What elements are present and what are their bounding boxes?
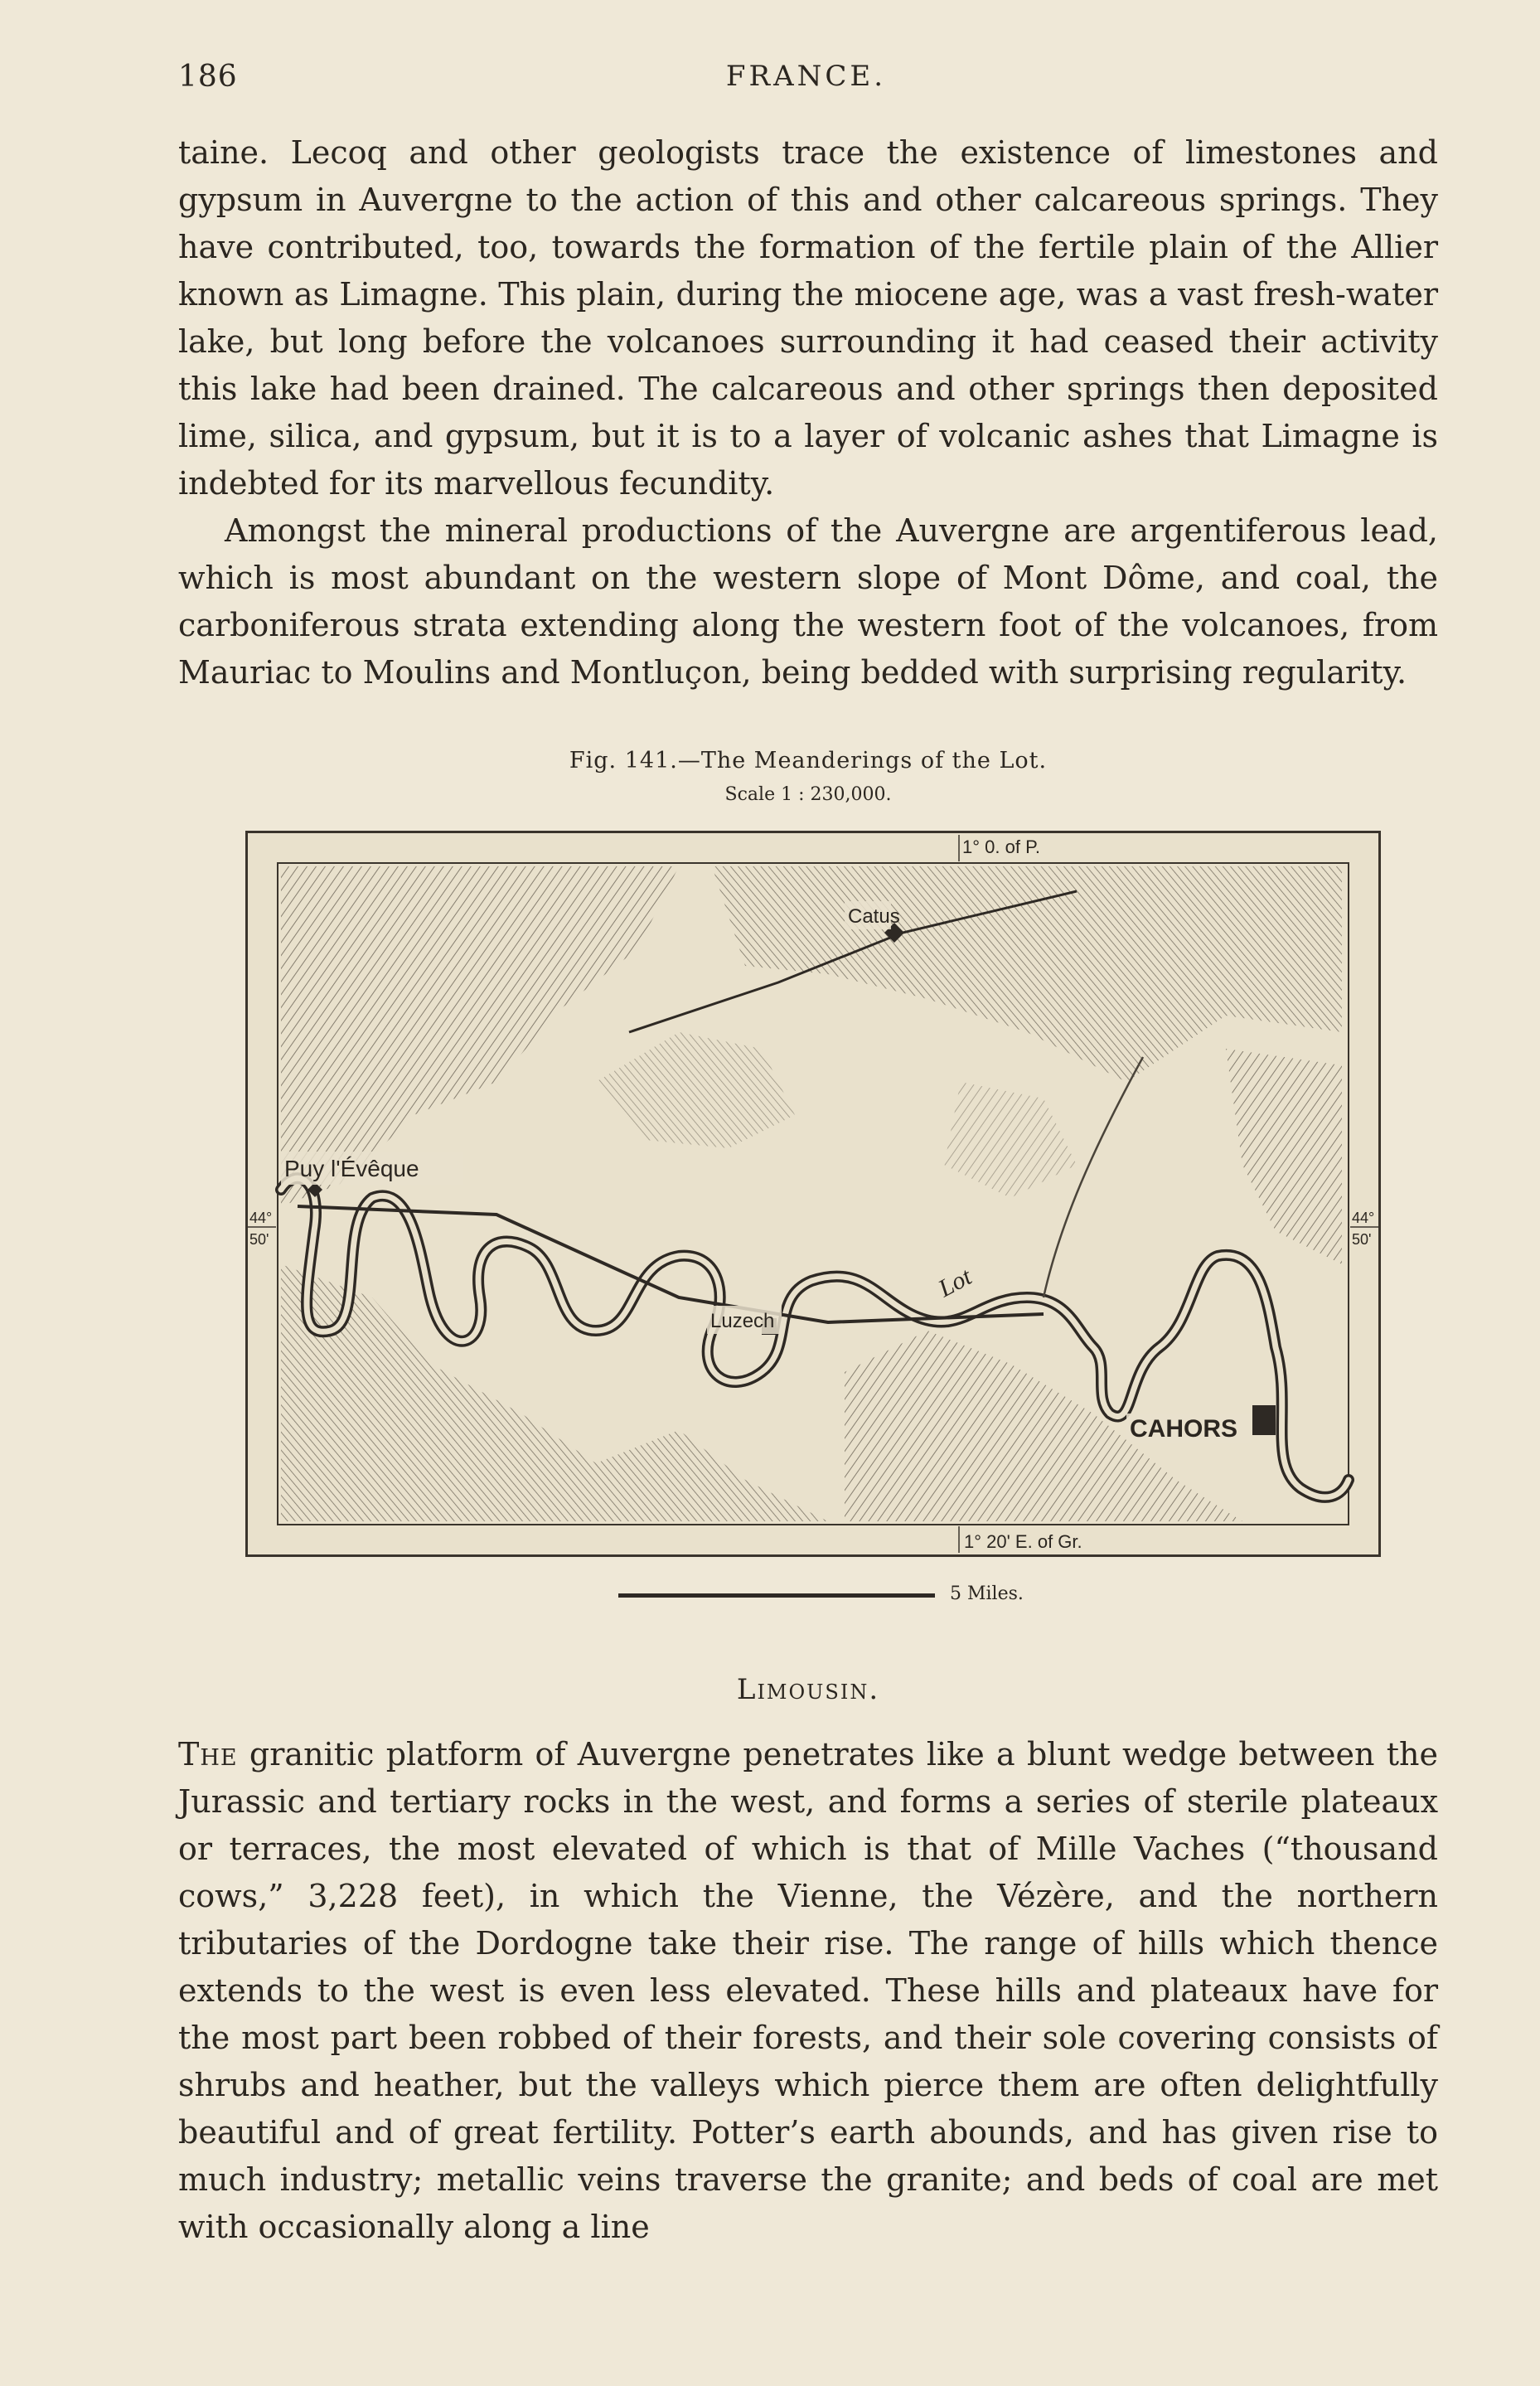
meridian-bottom-label: 1° 20' E. of Gr. — [964, 1531, 1082, 1552]
running-title: FRANCE. — [725, 60, 887, 93]
paragraph-limagne: taine. Lecoq and other geologists trace the existence of limestones and gypsum in Auvergne to the action of this and other calcareous springs. They have contributed, too, towards the formation of the fertile plain of the Allier known as Limagne. This plain, during the miocene age, was a vast fresh-water lake, but long before the volcanoes surrounding it had ceased their activity this lake had been drained. The calcareous and other springs then deposited lime, silica, and gypsum, but it is to a layer of volcanic ashes that Limagne is indebted for its marvellous fecundity. — [178, 134, 1438, 502]
town-label-catus: Catus — [848, 905, 900, 928]
lat-left-deg: 44° — [249, 1210, 273, 1226]
lat-right-deg: 44° — [1352, 1210, 1375, 1226]
lat-left-min: 50' — [249, 1231, 269, 1248]
paragraph-limousin-text: granitic platform of Auvergne penetrates like a blunt wedge between the Jurassic and tertiary rocks in the west, and forms a series of sterile plateaux or terraces, the most elevated of which is that of Mille Vaches (“thousand cows,” 3,228 feet), in which the Vienne, the Vézère, and the northern tributaries of the Dordogne take their rise. The range of hills which thence extends to the west is even less elevated. These hills and plateaux have for the most part been robbed of their forests, and their sole covering consists of shrubs and heather, but the valleys which pierce them are often delightfully beautiful and of great fertility. Potter’s earth abounds, and has given rise to much industry; metallic veins traverse the granite; and beds of coal are met with occasionally along a line — [178, 1736, 1438, 2245]
town-label-cahors: CAHORS — [1130, 1415, 1238, 1443]
scale-bar-label: 5 Miles. — [950, 1583, 1024, 1604]
cahors-town-mark — [1252, 1405, 1276, 1435]
body-text-top — [178, 129, 1438, 696]
running-head — [178, 60, 1434, 109]
page-number: 186 — [178, 60, 238, 94]
paragraph-limousin — [178, 1731, 1438, 2251]
figure-scale: Scale 1 : 230,000. — [724, 784, 892, 805]
paragraph-minerals: Amongst the mineral productions of the Auvergne are argentiferous lead, which is most abundant on the western slope of Mont Dôme, and coal, the carboniferous strata extending along the western foot of the volcanoes, from Mauriac to Moulins and Montluçon, being bedded with surprising regularity. — [178, 512, 1438, 691]
town-label-puy-leveque: Puy l'Évêque — [284, 1156, 419, 1181]
figure-caption: Fig. 141.—The Meanderings of the Lot. — [569, 748, 1048, 774]
map-drawing — [248, 833, 1378, 1554]
meridian-top-label: 1° 0. of P. — [962, 837, 1041, 857]
scale-bar-line — [618, 1593, 935, 1598]
map-figure — [245, 831, 1381, 1557]
river-label-lot: Lot — [933, 1263, 976, 1303]
lat-right-min: 50' — [1352, 1231, 1372, 1248]
town-label-luzech: Luzech — [710, 1310, 775, 1332]
scale-bar — [618, 1583, 1182, 1608]
section-heading: Limousin. — [736, 1673, 880, 1706]
body-text-bottom — [178, 1731, 1438, 2251]
lead-word: The — [178, 1736, 238, 1773]
